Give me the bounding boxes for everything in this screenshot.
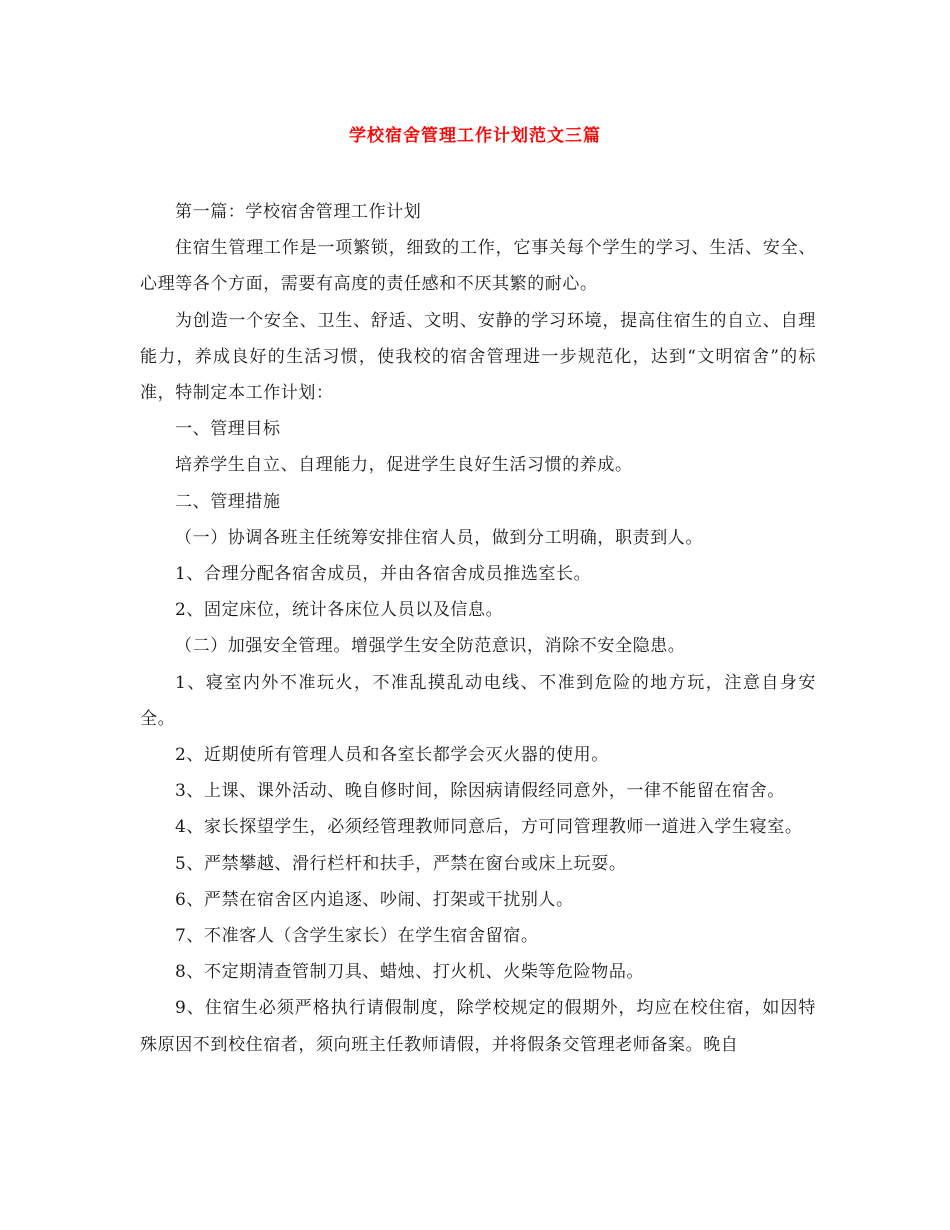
- list-item: 2、近期使所有管理人员和各室长都学会灭火器的使用。: [175, 745, 609, 766]
- subheading-coordination: （一）协调各班主任统筹安排住宿人员，做到分工明确，职责到人。: [175, 527, 703, 548]
- list-item: 2、固定床位，统计各床位人员以及信息。: [175, 600, 504, 621]
- document-title: 学校宿舍管理工作计划范文三篇: [349, 126, 601, 146]
- paragraph-goal: 培养学生自立、自理能力，促进学生良好生活习惯的养成。: [175, 455, 633, 476]
- paragraph-purpose: 为创造一个安全、卫生、舒适、文明、安静的学习环境，提高住宿生的自立、自理能力，养成良好的生活习惯，使我校的宿舍管理进一步规范化，达到“文明宿舍”的标准，特制定本工作计划：: [140, 310, 816, 404]
- list-item: 7、不准客人（含学生家长）在学生宿舍留宿。: [175, 926, 539, 947]
- paragraph-intro: 住宿生管理工作是一项繁锁，细致的工作，它事关每个学生的学习、生活、安全、心理等各个方面，需要有高度的责任感和不厌其繁的耐心。: [140, 238, 816, 295]
- list-item: 3、上课、课外活动、晚自修时间，除因病请假经同意外，一律不能留在宿舍。: [175, 781, 785, 802]
- list-item: 1、合理分配各宿舍成员，并由各宿舍成员推选室长。: [175, 564, 592, 585]
- subheading-safety: （二）加强安全管理。增强学生安全防范意识，消除不安全隐患。: [175, 636, 686, 657]
- document-body: [140, 194, 816, 1063]
- list-item: 1、寝室内外不准玩火，不准乱摸乱动电线、不准到危险的地方玩，注意自身安全。: [140, 672, 816, 729]
- list-item: 8、不定期清查管制刀具、蜡烛、打火机、火柴等危险物品。: [175, 962, 645, 983]
- list-item: 9、住宿生必须严格执行请假制度，除学校规定的假期外，均应在校住宿，如因特殊原因不到校住宿者，须向班主任教师请假，并将假条交管理老师备案。晚自: [140, 998, 816, 1055]
- section-heading-first-article: 第一篇：学校宿舍管理工作计划: [175, 202, 422, 222]
- list-item: 5、严禁攀越、滑行栏杆和扶手，严禁在窗台或床上玩耍。: [175, 853, 627, 874]
- heading-management-goal: 一、管理目标: [175, 419, 281, 440]
- heading-management-measures: 二、管理措施: [175, 491, 281, 512]
- list-item: 6、严禁在宿舍区内追逐、吵闹、打架或干扰别人。: [175, 889, 574, 910]
- list-item: 4、家长探望学生，必须经管理教师同意后，方可同管理教师一道进入学生寝室。: [175, 817, 803, 838]
